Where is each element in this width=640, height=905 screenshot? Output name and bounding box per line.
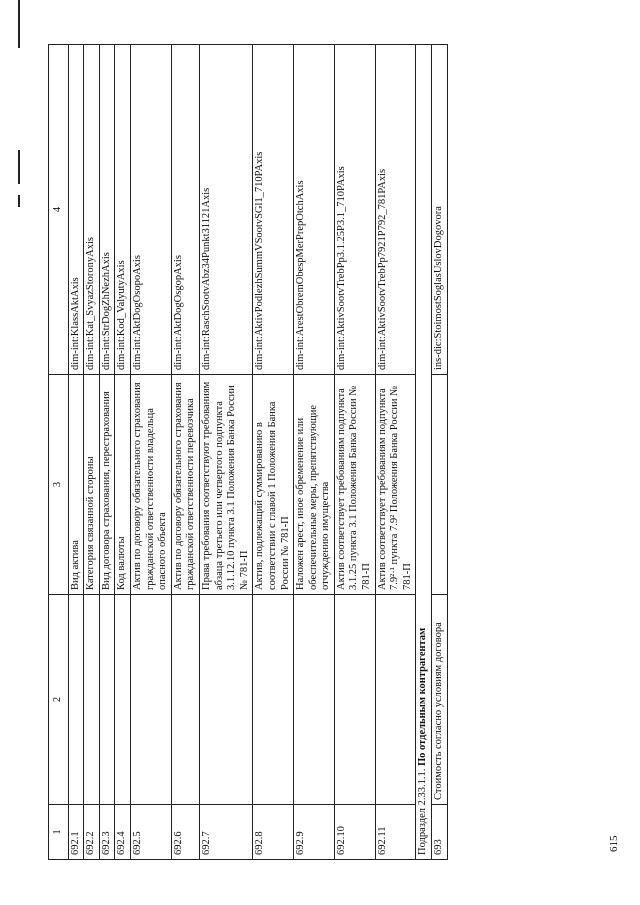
row-name: Стоимость согласно условиям договора [432, 595, 448, 805]
table-row [334, 45, 375, 860]
row-code: dim-int:Kod_ValyutyAxis [115, 45, 131, 375]
row-description: Актив по договору обязательного страхования гражданской ответственности перевозчика [171, 375, 199, 595]
row-number: 692.4 [115, 805, 131, 860]
row-name [130, 595, 171, 805]
scan-edge-mark-middle [18, 150, 20, 184]
rotated-page-content [48, 45, 588, 860]
row-description: Код валюты [115, 375, 131, 595]
row-name [115, 595, 131, 805]
table-row [99, 45, 115, 860]
row-name [199, 595, 252, 805]
table-row [68, 45, 84, 860]
row-name [68, 595, 84, 805]
row-description: Категория связанной стороны [84, 375, 100, 595]
row-code: dim-int:ArestObremObespMerPrepOtchAxis [294, 45, 335, 375]
subsection-prefix: Подраздел 2.33.1.1. [417, 768, 429, 855]
table-row [253, 45, 294, 860]
row-code: dim-int:AktivPodlezhSummVSootvSGl1_710PAxis [253, 45, 294, 375]
row-code: dim-int:Kat_SvyazStoronyAxis [84, 45, 100, 375]
row-description: Актив, подлежащий суммированию в соответствии с главой 1 Положения Банка России № 781-П [253, 375, 294, 595]
row-code: dim-int:StrDogZhNezhAxis [99, 45, 115, 375]
row-number: 692.1 [68, 805, 84, 860]
row-description: Права требования соответствуют требованиям абзаца третьего или четвертого подпункта 3.1.12.10 пункта 3.1 Положения Банка России № 781-П [199, 375, 252, 595]
row-name [84, 595, 100, 805]
subsection-title: По отдельным контрагентам [417, 627, 429, 767]
row-code: dim-int:AktivSootvTrebPp3.1.25P3.1_710PAxis [334, 45, 375, 375]
table-row [432, 45, 448, 860]
header-cell-3: 3 [49, 375, 69, 595]
row-name [375, 595, 416, 805]
row-description: Актив соответствует требованиям подпункта 7.9²·¹ пункта 7.9² Положения Банка России № 781-П [375, 375, 416, 595]
row-number: 692.10 [334, 805, 375, 860]
row-description: Вид договора страхования, перестрахования [99, 375, 115, 595]
row-number: 693 [432, 805, 448, 860]
table-row [84, 45, 100, 860]
row-code: dim-int:AktivSootvTrebPp7921P792_781PAxis [375, 45, 416, 375]
row-code: dim-int:RaschSootvAbz34Punkt31121Axis [199, 45, 252, 375]
header-cell-1: 1 [49, 805, 69, 860]
row-code: ins-dic:StoimostSoglasUslovDogovora [432, 45, 448, 375]
row-description: Актив по договору обязательного страхования гражданской ответственности владельца опасного объекта [130, 375, 171, 595]
scan-edge-mark-top [18, 0, 20, 48]
row-number: 692.6 [171, 805, 199, 860]
row-name [294, 595, 335, 805]
row-code: dim-int:AktDogOsopoAxis [130, 45, 171, 375]
row-number: 692.9 [294, 805, 335, 860]
table-row [130, 45, 171, 860]
row-name [171, 595, 199, 805]
row-number: 692.5 [130, 805, 171, 860]
row-code: dim-int:AktDogOsgopAxis [171, 45, 199, 375]
page-number: 615 [608, 835, 620, 852]
header-cell-4: 4 [49, 45, 69, 375]
table-row [294, 45, 335, 860]
table-row [115, 45, 131, 860]
row-code: dim-int:KlassAktAxis [68, 45, 84, 375]
table-row [375, 45, 416, 860]
subsection-row [416, 45, 432, 860]
table-row [199, 45, 252, 860]
header-cell-2: 2 [49, 595, 69, 805]
row-number: 692.8 [253, 805, 294, 860]
scan-edge-mark-bottom [18, 195, 20, 207]
row-name [334, 595, 375, 805]
row-name [253, 595, 294, 805]
subsection-heading [416, 45, 432, 860]
row-number: 692.3 [99, 805, 115, 860]
row-number: 692.2 [84, 805, 100, 860]
row-description: Вид актива [68, 375, 84, 595]
row-description [432, 375, 448, 595]
row-description: Актив соответствует требованиям подпункта 3.1.25 пункта 3.1 Положения Банка России № 781-П [334, 375, 375, 595]
row-description: Наложен арест, иное обременение или обеспечительные меры, препятствующие отчуждению имущества [294, 375, 335, 595]
requisites-table [48, 44, 448, 860]
row-name [99, 595, 115, 805]
table-header-row [49, 45, 69, 860]
row-number: 692.11 [375, 805, 416, 860]
row-number: 692.7 [199, 805, 252, 860]
table-row [171, 45, 199, 860]
